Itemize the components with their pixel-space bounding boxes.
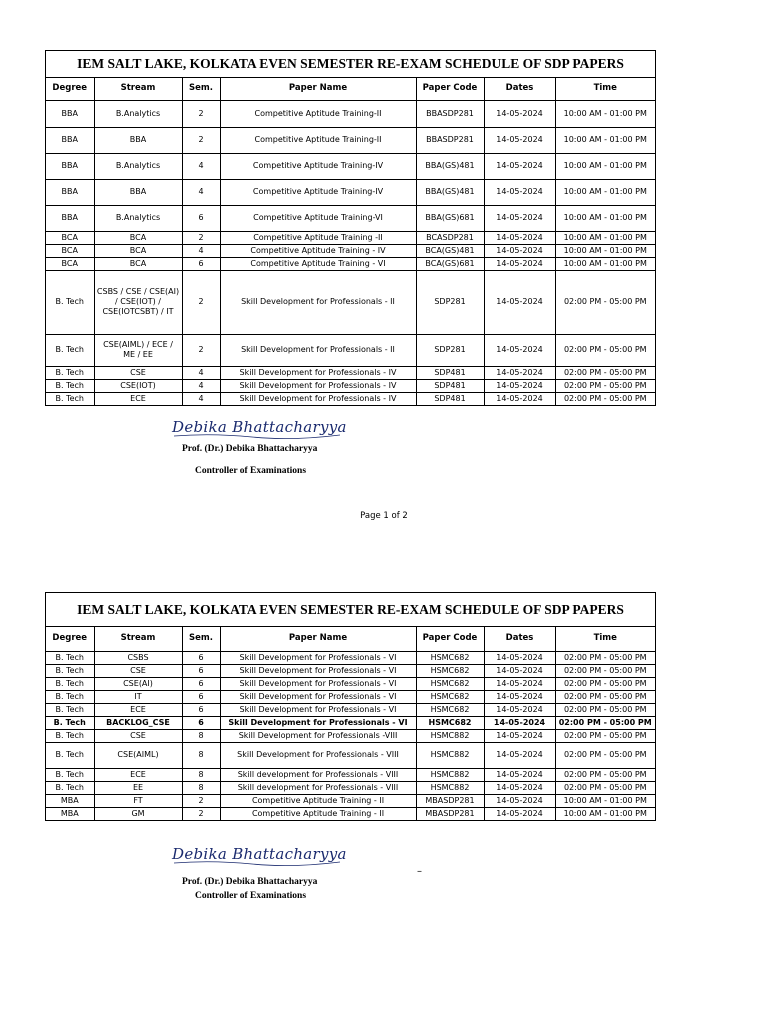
signatory-title: Controller of Examinations <box>195 466 307 476</box>
table-cell: 02:00 PM - 05:00 PM <box>555 392 655 405</box>
table-cell: BBA(GS)481 <box>416 153 484 179</box>
table-cell: 10:00 AM - 01:00 PM <box>555 127 655 153</box>
table-row <box>46 807 655 820</box>
table-cell: Competitive Aptitude Training-IV <box>220 153 416 179</box>
table-cell: 4 <box>182 392 220 405</box>
schedule-table <box>46 78 655 405</box>
signatory-name: Prof. (Dr.) Debika Bhattacharyya <box>182 877 318 887</box>
table-cell: 02:00 PM - 05:00 PM <box>555 729 655 742</box>
table-cell: 4 <box>182 179 220 205</box>
table-cell: BCA(GS)481 <box>416 244 484 257</box>
table-row <box>46 664 655 677</box>
table-row <box>46 379 655 392</box>
signature-flourish <box>172 432 342 440</box>
table-cell: ECE <box>94 703 182 716</box>
table-row <box>46 690 655 703</box>
table-cell: B.Analytics <box>94 153 182 179</box>
table-row <box>46 729 655 742</box>
table-row <box>46 257 655 270</box>
column-header: Paper Name <box>220 627 416 651</box>
table-row <box>46 366 655 379</box>
page-number: Page 1 of 2 <box>360 511 408 521</box>
table-cell: IT <box>94 690 182 703</box>
table-cell: CSE <box>94 729 182 742</box>
table-cell: 14-05-2024 <box>484 794 555 807</box>
table-cell: HSMC682 <box>416 664 484 677</box>
table-cell: BBA(GS)681 <box>416 205 484 231</box>
table-cell: SDP481 <box>416 366 484 379</box>
table-cell: 8 <box>182 742 220 768</box>
table-cell: CSE(AI) <box>94 677 182 690</box>
table-cell: FT <box>94 794 182 807</box>
table-cell: CSE(IOT) <box>94 379 182 392</box>
table-cell: BBASDP281 <box>416 100 484 127</box>
table-row <box>46 742 655 768</box>
table-cell: BBA <box>46 127 94 153</box>
table-cell: Skill Development for Professionals - VI <box>220 651 416 664</box>
table-title: IEM SALT LAKE, KOLKATA EVEN SEMESTER RE-EXAM SCHEDULE OF SDP PAPERS <box>46 593 655 627</box>
table-cell: 14-05-2024 <box>484 334 555 366</box>
table-cell: BBA <box>46 153 94 179</box>
schedule-table <box>46 627 655 820</box>
column-header: Sem. <box>182 78 220 100</box>
table-cell: 6 <box>182 690 220 703</box>
table-cell: 2 <box>182 127 220 153</box>
table-cell: BCA <box>94 257 182 270</box>
table-cell: 10:00 AM - 01:00 PM <box>555 100 655 127</box>
table-cell: Competitive Aptitude Training-IV <box>220 179 416 205</box>
table-cell: 10:00 AM - 01:00 PM <box>555 244 655 257</box>
table-cell: 4 <box>182 366 220 379</box>
table-row <box>46 244 655 257</box>
table-cell: 14-05-2024 <box>484 651 555 664</box>
table-row <box>46 205 655 231</box>
table-cell: 02:00 PM - 05:00 PM <box>555 742 655 768</box>
table-cell: HSMC882 <box>416 781 484 794</box>
table-cell: HSMC682 <box>416 703 484 716</box>
table-cell: 6 <box>182 716 220 729</box>
table-cell: 02:00 PM - 05:00 PM <box>555 366 655 379</box>
table-cell: B. Tech <box>46 781 94 794</box>
table-cell: 14-05-2024 <box>484 231 555 244</box>
table-cell: MBA <box>46 794 94 807</box>
table-cell: Competitive Aptitude Training-II <box>220 127 416 153</box>
table-row <box>46 651 655 664</box>
table-cell: 2 <box>182 807 220 820</box>
table-cell: Skill Development for Professionals -VIII <box>220 729 416 742</box>
table-cell: 14-05-2024 <box>484 703 555 716</box>
table-cell: MBASDP281 <box>416 794 484 807</box>
table-cell: CSBS <box>94 651 182 664</box>
table-cell: Skill Development for Professionals - II <box>220 270 416 334</box>
header-row <box>46 627 655 651</box>
table-cell: CSE <box>94 664 182 677</box>
table-cell: B. Tech <box>46 334 94 366</box>
table-cell: BCASDP281 <box>416 231 484 244</box>
table-cell: B. Tech <box>46 768 94 781</box>
column-header: Degree <box>46 78 94 100</box>
table-cell: SDP281 <box>416 270 484 334</box>
signatory-name: Prof. (Dr.) Debika Bhattacharyya <box>182 444 318 454</box>
table-cell: BCA <box>94 231 182 244</box>
table-cell: 6 <box>182 677 220 690</box>
column-header: Sem. <box>182 627 220 651</box>
column-header: Stream <box>94 627 182 651</box>
header-row <box>46 78 655 100</box>
table-cell: 14-05-2024 <box>484 244 555 257</box>
table-cell: HSMC682 <box>416 677 484 690</box>
table-cell: 6 <box>182 205 220 231</box>
table-cell: 02:00 PM - 05:00 PM <box>555 768 655 781</box>
table-cell: 14-05-2024 <box>484 690 555 703</box>
table-cell: 02:00 PM - 05:00 PM <box>555 703 655 716</box>
table-row <box>46 794 655 807</box>
table-cell: 4 <box>182 244 220 257</box>
table-cell: Skill development for Professionals - VIII <box>220 768 416 781</box>
table-cell: Competitive Aptitude Training - VI <box>220 257 416 270</box>
table-cell: 10:00 AM - 01:00 PM <box>555 257 655 270</box>
table-cell: CSE <box>94 366 182 379</box>
table-cell: 14-05-2024 <box>484 781 555 794</box>
table-cell: BBA <box>94 179 182 205</box>
table-cell: B. Tech <box>46 677 94 690</box>
table-cell: Skill Development for Professionals - VI <box>220 703 416 716</box>
table-cell: EE <box>94 781 182 794</box>
table-cell: 4 <box>182 379 220 392</box>
table-cell: 8 <box>182 768 220 781</box>
table-cell: 14-05-2024 <box>484 270 555 334</box>
table-cell: 14-05-2024 <box>484 127 555 153</box>
table-cell: SDP481 <box>416 392 484 405</box>
table-cell: HSMC882 <box>416 729 484 742</box>
table-cell: B. Tech <box>46 716 94 729</box>
table-cell: 6 <box>182 651 220 664</box>
table-row <box>46 179 655 205</box>
table-cell: CSBS / CSE / CSE(AI) / CSE(IOT) / CSE(IOTCSBT) / IT <box>94 270 182 334</box>
table-row <box>46 153 655 179</box>
signature: Debika Bhattacharyya <box>172 418 347 436</box>
column-header: Degree <box>46 627 94 651</box>
table-cell: 6 <box>182 703 220 716</box>
table-cell: 10:00 AM - 01:00 PM <box>555 205 655 231</box>
table-cell: SDP281 <box>416 334 484 366</box>
table-cell: B. Tech <box>46 366 94 379</box>
table-cell: BCA <box>46 244 94 257</box>
table-row <box>46 100 655 127</box>
table-cell: Competitive Aptitude Training - II <box>220 794 416 807</box>
table-cell: 14-05-2024 <box>484 179 555 205</box>
table-cell: 14-05-2024 <box>484 807 555 820</box>
table-cell: BBA <box>94 127 182 153</box>
table-cell: BBA <box>46 100 94 127</box>
table-cell: Skill development for Professionals - VIII <box>220 781 416 794</box>
table-row <box>46 392 655 405</box>
table-cell: HSMC882 <box>416 742 484 768</box>
table-cell: B.Analytics <box>94 205 182 231</box>
schedule-table-page-1 <box>45 50 656 406</box>
table-cell: 02:00 PM - 05:00 PM <box>555 334 655 366</box>
column-header: Paper Code <box>416 627 484 651</box>
table-cell: 14-05-2024 <box>484 257 555 270</box>
table-cell: B. Tech <box>46 742 94 768</box>
table-cell: 8 <box>182 729 220 742</box>
table-cell: BBA(GS)481 <box>416 179 484 205</box>
table-cell: 02:00 PM - 05:00 PM <box>555 677 655 690</box>
table-cell: B. Tech <box>46 392 94 405</box>
table-cell: MBASDP281 <box>416 807 484 820</box>
schedule-table-page-2 <box>45 592 656 821</box>
table-cell: BCA <box>46 257 94 270</box>
table-cell: 14-05-2024 <box>484 742 555 768</box>
table-row <box>46 768 655 781</box>
table-cell: B. Tech <box>46 379 94 392</box>
table-cell: 2 <box>182 794 220 807</box>
table-cell: MBA <box>46 807 94 820</box>
table-cell: 2 <box>182 231 220 244</box>
table-cell: 10:00 AM - 01:00 PM <box>555 153 655 179</box>
table-cell: 14-05-2024 <box>484 677 555 690</box>
table-cell: 2 <box>182 334 220 366</box>
table-row <box>46 270 655 334</box>
table-cell: BCA <box>94 244 182 257</box>
table-cell: HSMC682 <box>416 651 484 664</box>
table-title: IEM SALT LAKE, KOLKATA EVEN SEMESTER RE-EXAM SCHEDULE OF SDP PAPERS <box>46 51 655 78</box>
signature-flourish <box>172 859 342 867</box>
table-cell: 14-05-2024 <box>484 664 555 677</box>
table-cell: Competitive Aptitude Training -II <box>220 231 416 244</box>
table-cell: Skill Development for Professionals - II <box>220 334 416 366</box>
table-cell: 6 <box>182 664 220 677</box>
table-cell: 14-05-2024 <box>484 205 555 231</box>
signature: Debika Bhattacharyya <box>172 845 347 863</box>
table-cell: 14-05-2024 <box>484 366 555 379</box>
table-cell: Skill Development for Professionals - IV <box>220 379 416 392</box>
table-cell: BBA <box>46 205 94 231</box>
table-row <box>46 334 655 366</box>
table-cell: Skill Development for Professionals - IV <box>220 366 416 379</box>
table-cell: 6 <box>182 257 220 270</box>
table-cell: 10:00 AM - 01:00 PM <box>555 807 655 820</box>
column-header: Paper Code <box>416 78 484 100</box>
table-cell: 02:00 PM - 05:00 PM <box>555 664 655 677</box>
column-header: Time <box>555 627 655 651</box>
table-cell: CSE(AIML) / ECE / ME / EE <box>94 334 182 366</box>
table-cell: 02:00 PM - 05:00 PM <box>555 716 655 729</box>
table-cell: HSMC682 <box>416 690 484 703</box>
table-cell: Skill Development for Professionals - VI <box>220 664 416 677</box>
table-cell: GM <box>94 807 182 820</box>
table-cell: 8 <box>182 781 220 794</box>
column-header: Time <box>555 78 655 100</box>
table-row <box>46 716 655 729</box>
table-cell: Competitive Aptitude Training-II <box>220 100 416 127</box>
table-cell: 14-05-2024 <box>484 379 555 392</box>
stray-dash: – <box>417 866 422 877</box>
table-cell: Competitive Aptitude Training - IV <box>220 244 416 257</box>
table-cell: 4 <box>182 153 220 179</box>
table-cell: B. Tech <box>46 651 94 664</box>
table-cell: Skill Development for Professionals - VI <box>220 677 416 690</box>
table-cell: SDP481 <box>416 379 484 392</box>
table-cell: 14-05-2024 <box>484 392 555 405</box>
table-cell: 02:00 PM - 05:00 PM <box>555 270 655 334</box>
table-cell: 10:00 AM - 01:00 PM <box>555 231 655 244</box>
table-cell: 2 <box>182 100 220 127</box>
table-cell: ECE <box>94 768 182 781</box>
table-cell: 02:00 PM - 05:00 PM <box>555 651 655 664</box>
table-cell: 14-05-2024 <box>484 100 555 127</box>
table-row <box>46 703 655 716</box>
table-cell: ECE <box>94 392 182 405</box>
signatory-title: Controller of Examinations <box>195 891 307 901</box>
table-cell: 02:00 PM - 05:00 PM <box>555 781 655 794</box>
table-cell: B. Tech <box>46 729 94 742</box>
table-cell: B. Tech <box>46 664 94 677</box>
table-cell: Competitive Aptitude Training - II <box>220 807 416 820</box>
table-cell: HSMC882 <box>416 768 484 781</box>
table-cell: B. Tech <box>46 703 94 716</box>
table-row <box>46 127 655 153</box>
table-cell: CSE(AIML) <box>94 742 182 768</box>
table-cell: B.Analytics <box>94 100 182 127</box>
table-cell: 02:00 PM - 05:00 PM <box>555 690 655 703</box>
table-cell: BACKLOG_CSE <box>94 716 182 729</box>
table-cell: 14-05-2024 <box>484 768 555 781</box>
table-cell: 2 <box>182 270 220 334</box>
table-row <box>46 231 655 244</box>
table-cell: 10:00 AM - 01:00 PM <box>555 794 655 807</box>
table-cell: B. Tech <box>46 270 94 334</box>
column-header: Stream <box>94 78 182 100</box>
table-row <box>46 677 655 690</box>
table-cell: 14-05-2024 <box>484 153 555 179</box>
table-cell: BBA <box>46 179 94 205</box>
table-cell: Competitive Aptitude Training-VI <box>220 205 416 231</box>
table-cell: Skill Development for Professionals - VIII <box>220 742 416 768</box>
table-cell: 14-05-2024 <box>484 729 555 742</box>
table-cell: HSMC682 <box>416 716 484 729</box>
table-cell: BCA <box>46 231 94 244</box>
table-cell: Skill Development for Professionals - VI <box>220 690 416 703</box>
column-header: Paper Name <box>220 78 416 100</box>
table-cell: Skill Development for Professionals - VI <box>220 716 416 729</box>
table-cell: BCA(GS)681 <box>416 257 484 270</box>
column-header: Dates <box>484 627 555 651</box>
table-cell: 10:00 AM - 01:00 PM <box>555 179 655 205</box>
table-row <box>46 781 655 794</box>
table-cell: 02:00 PM - 05:00 PM <box>555 379 655 392</box>
table-cell: BBASDP281 <box>416 127 484 153</box>
column-header: Dates <box>484 78 555 100</box>
table-cell: Skill Development for Professionals - IV <box>220 392 416 405</box>
table-cell: B. Tech <box>46 690 94 703</box>
table-cell: 14-05-2024 <box>484 716 555 729</box>
